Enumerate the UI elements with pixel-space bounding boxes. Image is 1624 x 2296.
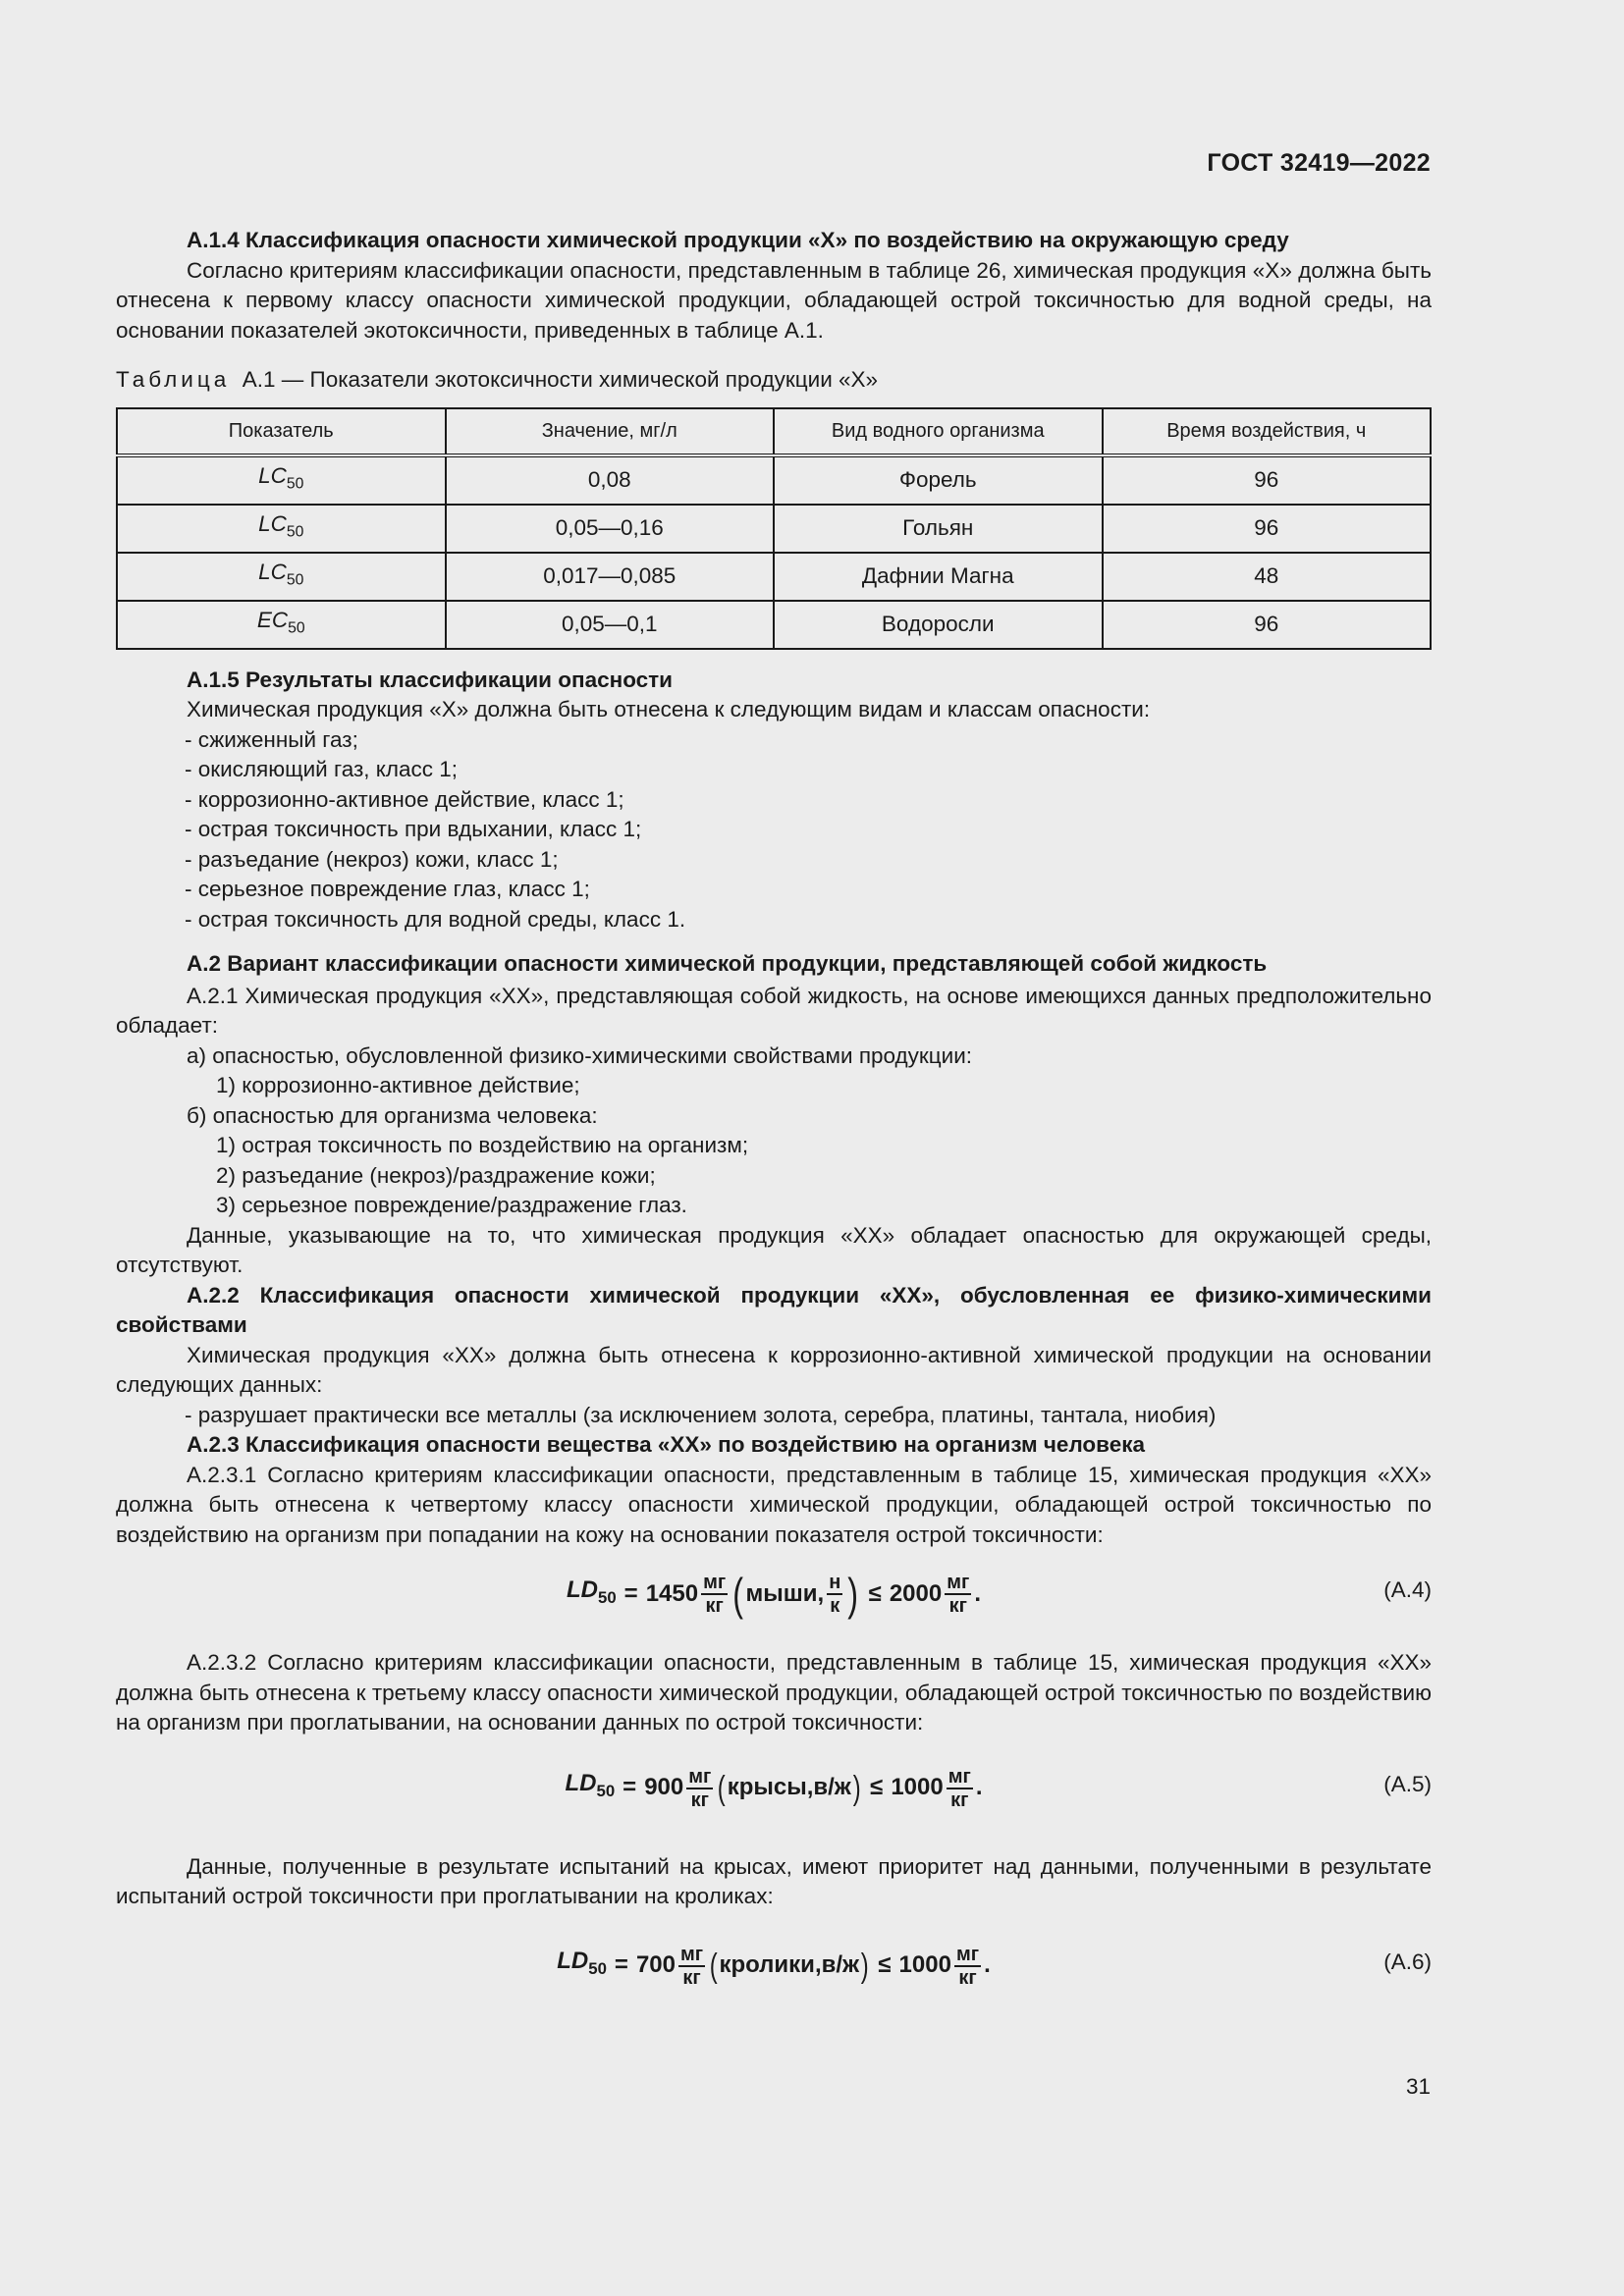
table-header-cell: Показатель — [117, 408, 446, 455]
page-content — [116, 226, 1432, 2010]
table-cell-indicator — [117, 601, 446, 649]
formula-a4-expression: $LD_{50}$ = 1450 $\frac{мг}{кг}$ ( мыши, $\frac{н}{к}$ ) ≤ 2000 $\frac{мг}{кг}$ . — [567, 1569, 981, 1620]
formula-lhs-subscript: 50 — [598, 1587, 617, 1607]
section-a22-text: Химическая продукция «XX» должна быть отнесена к коррозионно-активной химической продукции на основании следующих данных: — [116, 1342, 1432, 1397]
table-header-cell: Время воздействия, ч — [1103, 408, 1432, 455]
table-header-row — [117, 408, 1431, 455]
table-caption — [116, 365, 1432, 396]
table-cell-organism: Водоросли — [774, 601, 1103, 649]
formula-a6-expression: $LD_{50}$ = 700 $\frac{мг}{кг}$ ( кролики,в/ж ) ≤ 1000 $\frac{мг}{кг}$ . — [557, 1943, 991, 1989]
formula-unit: $\frac{мг}{кг}$ — [955, 1943, 980, 1989]
formula-lhs-subscript: 50 — [588, 1959, 607, 1979]
list-item: - разъедание (некроз) кожи, класс 1; — [185, 846, 559, 872]
formula-number: (А.6) — [1383, 1949, 1432, 1974]
formula-limit: 1000 — [898, 1951, 951, 1979]
list-item: - окисляющий газ, класс 1; — [185, 757, 459, 781]
formula-lhs: LD — [565, 1770, 597, 1797]
formula-limit: 2000 — [889, 1579, 943, 1607]
list-item: 2) разъедание (некроз)/раздражение кожи; — [216, 1162, 656, 1188]
table-cell-indicator — [117, 455, 446, 505]
formula-lhs-subscript: 50 — [596, 1782, 616, 1801]
table-header-cell: Вид водного организма — [774, 408, 1103, 455]
table-row — [117, 601, 1431, 649]
table-cell-organism: Дафнии Магна — [774, 553, 1103, 601]
section-a232-text: А.2.3.2 Согласно критериям классификации опасности, представленным в таблице 15, химическая продукция «XX» должна быть отнесена к третьему классу опасности химической продукции, обладающей острой токсичностью по воздействию на организм при проглатывании, на основании данных по острой токсичности: — [116, 1650, 1432, 1735]
table-cell-value: 0,017—0,085 — [446, 553, 775, 601]
table-header-cell: Значение, мг/л — [446, 408, 775, 455]
formula-number: (А.4) — [1383, 1577, 1432, 1602]
table-row — [117, 505, 1431, 553]
list-item: - сжиженный газ; — [185, 726, 358, 752]
formula-lhs: LD — [557, 1948, 589, 1975]
table-row — [117, 553, 1431, 601]
section-a23-rabbit-text: Данные, полученные в результате испытаний на крысах, имеют приоритет над данными, полученными в результате испытаний острой токсичности при проглатывании на кроликах: — [116, 1853, 1432, 1908]
table-cell-organism: Форель — [774, 455, 1103, 505]
formula-species: мыши, — [745, 1579, 825, 1607]
formula-sex: $\frac{н}{к}$ — [829, 1572, 841, 1617]
formula-value: 1450 — [645, 1579, 699, 1607]
table-cell-value: 0,05—0,16 — [446, 505, 775, 553]
formula-unit: $\frac{мг}{кг}$ — [679, 1943, 704, 1989]
list-item: - острая токсичность для водной среды, класс 1. — [185, 906, 686, 932]
list-item: - коррозионно-активное действие, класс 1; — [185, 786, 624, 812]
formula-number: (А.5) — [1383, 1771, 1432, 1796]
table-cell-value: 0,08 — [446, 455, 775, 505]
formula-a5 — [116, 1744, 1432, 1833]
list-item: а) опасностью, обусловленной физико-химическими свойствами продукции: — [187, 1042, 973, 1068]
formula-limit: 1000 — [891, 1774, 944, 1801]
section-a15-intro: Химическая продукция «X» должна быть отнесена к следующим видам и классам опасности: — [187, 697, 1151, 721]
formula-species: крысы,в/ж — [727, 1774, 851, 1801]
list-item: 1) острая токсичность по воздействию на организм; — [216, 1133, 749, 1157]
table-cell-time: 48 — [1103, 553, 1432, 601]
table-cell-organism: Гольян — [774, 505, 1103, 553]
indicator-symbol: LC — [258, 559, 287, 584]
formula-species: кролики,в/ж — [719, 1951, 860, 1979]
section-a22-title: А.2.2 Классификация опасности химической продукции «XX», обусловленная ее физико-химическими свойствами — [116, 1282, 1432, 1337]
table-cell-time: 96 — [1103, 601, 1432, 649]
formula-unit: $\frac{мг}{кг}$ — [703, 1572, 727, 1617]
section-a14-title: А.1.4 Классификация опасности химической продукции «X» по воздействию на окружающую среду — [187, 228, 1289, 252]
formula-value: 900 — [644, 1774, 684, 1801]
formula-a6 — [116, 1922, 1432, 2010]
formula-lhs: LD — [567, 1575, 598, 1603]
indicator-symbol: EC — [256, 607, 289, 632]
list-item: 3) серьезное повреждение/раздражение глаз. — [216, 1193, 687, 1217]
standard-header: ГОСТ 32419—2022 — [1207, 149, 1431, 177]
table-caption-text: А.1 — Показатели экотоксичности химической продукции «X» — [242, 367, 879, 392]
indicator-subscript: 50 — [286, 475, 304, 492]
section-a15-title: А.1.5 Результаты классификации опасности — [187, 667, 673, 692]
table-row — [117, 455, 1431, 505]
table-caption-label: Таблица — [116, 367, 231, 392]
formula-unit: $\frac{мг}{кг}$ — [688, 1765, 712, 1811]
formula-unit: $\frac{мг}{кг}$ — [947, 1572, 970, 1617]
section-a2-title: А.2 Вариант классификации опасности химической продукции, представляющей собой жидкость — [187, 951, 1268, 976]
indicator-subscript: 50 — [286, 571, 304, 588]
section-a21-text: А.2.1 Химическая продукция «XX», представляющая собой жидкость, на основе имеющихся данных предположительно обладает: — [116, 983, 1432, 1038]
indicator-subscript: 50 — [288, 619, 305, 636]
table-cell-time: 96 — [1103, 505, 1432, 553]
indicator-symbol: LC — [258, 462, 287, 488]
table-cell-indicator — [117, 505, 446, 553]
page-number: 31 — [1405, 2074, 1431, 2099]
formula-a4 — [116, 1550, 1432, 1638]
section-a21-note: Данные, указывающие на то, что химическая продукция «XX» обладает опасностью для окружающей среды, отсутствуют. — [116, 1222, 1432, 1277]
table-cell-time: 96 — [1103, 455, 1432, 505]
formula-unit: $\frac{мг}{кг}$ — [947, 1765, 971, 1811]
formula-value: 700 — [635, 1951, 676, 1979]
list-item: - разрушает практически все металлы (за исключением золота, серебра, платины, тантала, ниобия) — [185, 1402, 1217, 1427]
list-item: 1) коррозионно-активное действие; — [216, 1073, 580, 1097]
list-item: - острая токсичность при вдыхании, класс 1; — [185, 817, 642, 841]
section-a14-text: Согласно критериям классификации опасности, представленным в таблице 26, химическая продукция «X» должна быть отнесена к первому классу опасности химической продукции, обладающей острой токсичностью для водной среды, на основании показателей экотоксичности, приведенных в таблице А.1. — [116, 257, 1432, 343]
indicator-symbol: LC — [258, 510, 287, 536]
ecotoxicity-table — [116, 407, 1432, 650]
indicator-subscript: 50 — [286, 523, 304, 540]
table-cell-value: 0,05—0,1 — [446, 601, 775, 649]
section-a231-text: А.2.3.1 Согласно критериям классификации опасности, представленным в таблице 15, химическая продукция «XX» должна быть отнесена к четвертому классу опасности химической продукции, обладающей острой токсичностью по воздействию на организм при попадании на кожу на основании показателя острой токсичности: — [116, 1462, 1432, 1547]
list-item: б) опасностью для организма человека: — [187, 1102, 598, 1128]
section-a23-title: А.2.3 Классификация опасности вещества «XX» по воздействию на организм человека — [187, 1432, 1146, 1457]
formula-a5-expression: $LD_{50}$ = 900 $\frac{мг}{кг}$ ( крысы,в/ж ) ≤ 1000 $\frac{мг}{кг}$ . — [565, 1765, 983, 1811]
table-cell-indicator — [117, 553, 446, 601]
list-item: - серьезное повреждение глаз, класс 1; — [185, 877, 590, 901]
